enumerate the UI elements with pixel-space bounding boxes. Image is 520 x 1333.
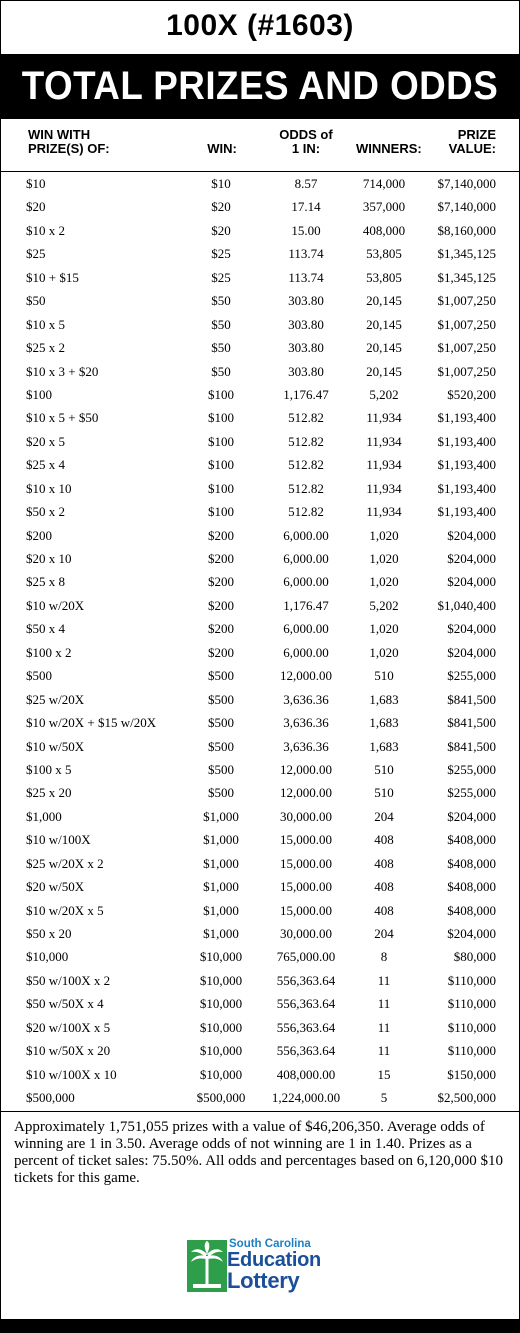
prize-value-cell: $204,000 (447, 621, 496, 637)
section-banner (0, 54, 520, 119)
table-row (0, 617, 520, 640)
table-row (0, 570, 520, 593)
win-cell: $10,000 (199, 949, 243, 965)
table-row (0, 828, 520, 851)
winners-cell: 408 (374, 879, 394, 895)
win-cell: $20 (211, 222, 231, 238)
table-row (0, 195, 520, 218)
prize-value-cell: $1,193,400 (437, 410, 496, 426)
odds-cell: 1,176.47 (283, 386, 329, 402)
win-cell: $1,000 (203, 855, 239, 871)
prize-combo-cell: $500 (26, 668, 52, 684)
prize-value-cell: $841,500 (447, 738, 496, 754)
prize-value-cell: $2,500,000 (437, 1090, 496, 1106)
odds-cell: 6,000.00 (283, 644, 329, 660)
prize-combo-cell: $20 (26, 199, 46, 215)
odds-cell: 6,000.00 (283, 621, 329, 637)
win-cell: $200 (208, 644, 234, 660)
logo-line-education: Education (227, 1249, 321, 1271)
prize-value-cell: $255,000 (447, 668, 496, 684)
odds-cell: 765,000.00 (276, 949, 336, 965)
prize-combo-cell: $25 (26, 246, 46, 262)
bottom-bar (0, 1319, 520, 1333)
winners-cell: 20,145 (366, 316, 402, 332)
winners-cell: 357,000 (362, 199, 406, 215)
banner-text: TOTAL PRIZES AND ODDS (21, 64, 499, 108)
win-cell: $500 (208, 668, 234, 684)
prize-combo-cell: $10 w/20X + $15 w/20X (26, 715, 157, 731)
table-row (0, 1016, 520, 1039)
table-row (0, 875, 520, 898)
header-win: WIN: (207, 141, 237, 156)
odds-cell: 556,363.64 (276, 1043, 336, 1059)
winners-cell: 20,145 (366, 293, 402, 309)
winners-cell: 1,020 (369, 644, 399, 660)
prize-value-cell: $255,000 (447, 785, 496, 801)
table-row (0, 1039, 520, 1062)
prize-combo-cell: $10 + $15 (26, 269, 79, 285)
winners-cell: 1,020 (369, 574, 399, 590)
table-row (0, 313, 520, 336)
odds-cell: 408,000.00 (276, 1066, 336, 1082)
prize-value-cell: $841,500 (447, 715, 496, 731)
win-cell: $1,000 (203, 808, 239, 824)
table-row (0, 336, 520, 359)
prize-combo-cell: $200 (26, 527, 52, 543)
table-row (0, 500, 520, 523)
prize-value-cell: $80,000 (453, 949, 496, 965)
prize-value-cell: $1,193,400 (437, 504, 496, 520)
prize-combo-cell: $100 (26, 386, 52, 402)
odds-cell: 15,000.00 (280, 902, 332, 918)
prize-value-cell: $1,345,125 (437, 269, 496, 285)
win-cell: $10,000 (199, 1043, 243, 1059)
table-row (0, 641, 520, 664)
winners-cell: 408 (374, 902, 394, 918)
win-cell: $100 (208, 410, 234, 426)
table-row (0, 735, 520, 758)
header-prize-line1: WIN WITH (28, 127, 91, 142)
odds-cell: 6,000.00 (283, 527, 329, 543)
column-header-odds (278, 128, 334, 168)
prize-value-cell: $204,000 (447, 551, 496, 566)
winners-cell: 5,202 (369, 386, 399, 402)
prize-combo-cell: $25 x 8 (26, 574, 65, 590)
prize-value-cell: $408,000 (447, 879, 496, 895)
table-row (0, 992, 520, 1015)
prize-combo-cell: $20 w/100X x 5 (26, 1019, 111, 1035)
win-cell: $50 (211, 293, 231, 309)
winners-cell: 20,145 (366, 363, 402, 379)
logo-line-south-carolina: South Carolina (229, 1238, 311, 1250)
table-row (0, 1063, 520, 1086)
winners-cell: 510 (374, 785, 394, 801)
win-cell: $500,000 (196, 1090, 246, 1106)
winners-cell: 53,805 (366, 246, 402, 262)
winners-cell: 11 (377, 972, 391, 988)
prize-value-cell: $204,000 (447, 644, 496, 660)
odds-cell: 15,000.00 (280, 832, 332, 848)
prize-combo-cell: $25 x 2 (26, 340, 65, 356)
prize-combo-cell: $50 w/50X x 4 (26, 996, 104, 1012)
win-cell: $500 (208, 761, 234, 777)
table-row (0, 406, 520, 429)
prize-combo-cell: $50 (26, 293, 46, 309)
prize-value-cell: $408,000 (447, 832, 496, 848)
win-cell: $100 (208, 386, 234, 402)
odds-cell: 303.80 (288, 293, 324, 309)
win-cell: $500 (208, 691, 234, 707)
odds-cell: 512.82 (288, 433, 324, 449)
palmetto-tree-icon (187, 1240, 227, 1292)
footer-divider (0, 1111, 520, 1112)
odds-cell: 512.82 (288, 504, 324, 520)
prize-combo-cell: $50 x 4 (26, 621, 65, 637)
prize-value-cell: $204,000 (447, 926, 496, 941)
prize-value-cell: $841,500 (447, 691, 496, 707)
winners-cell: 1,683 (369, 691, 399, 707)
odds-cell: 556,363.64 (276, 972, 336, 988)
win-cell: $50 (211, 316, 231, 332)
odds-footnote: Approximately 1,751,055 prizes with a value of $46,206,350. Average odds of winning are 1 in 3.50. Average odds of not winning are 1 in 1.40. Prizes as a percent of ticket sales: 75.50%. All odds and percentages based on 6,120,000 $10 tickets for this game. (14, 1119, 504, 1186)
prize-combo-cell: $25 w/20X x 2 (26, 855, 104, 871)
table-row (0, 688, 520, 711)
sc-education-lottery-logo (187, 1236, 339, 1296)
win-cell: $10,000 (199, 1066, 243, 1082)
prize-combo-cell: $10 x 5 (26, 316, 65, 332)
odds-cell: 303.80 (288, 340, 324, 356)
table-row (0, 524, 520, 547)
winners-cell: 11 (377, 1019, 391, 1035)
table-row (0, 242, 520, 265)
odds-cell: 30,000.00 (280, 926, 332, 941)
prize-combo-cell: $10 x 3 + $20 (26, 363, 99, 379)
odds-cell: 113.74 (288, 269, 324, 285)
header-value-line2: VALUE: (448, 141, 496, 156)
table-row (0, 758, 520, 781)
winners-cell: 408,000 (362, 222, 406, 238)
header-odds-line2: 1 IN: (291, 141, 321, 156)
prize-combo-cell: $10 w/100X (26, 832, 91, 848)
table-row (0, 969, 520, 992)
winners-cell: 53,805 (366, 269, 402, 285)
prize-value-cell: $1,193,400 (437, 480, 496, 496)
table-row (0, 172, 520, 195)
winners-cell: 11,934 (366, 480, 402, 496)
win-cell: $100 (208, 457, 234, 473)
winners-cell: 11,934 (366, 433, 402, 449)
prize-combo-cell: $10 w/50X x 20 (26, 1043, 111, 1059)
win-cell: $100 (208, 480, 234, 496)
win-cell: $100 (208, 504, 234, 520)
win-cell: $500 (208, 738, 234, 754)
win-cell: $1,000 (203, 926, 239, 941)
table-row (0, 360, 520, 383)
odds-cell: 12,000.00 (280, 761, 332, 777)
winners-cell: 510 (374, 668, 394, 684)
winners-cell: 204 (374, 926, 394, 941)
odds-cell: 8.57 (294, 176, 318, 191)
winners-cell: 15 (377, 1066, 391, 1082)
odds-cell: 3,636.36 (283, 715, 329, 731)
column-header-value (436, 128, 496, 168)
header-odds-line1: ODDS of (279, 127, 333, 142)
prize-value-cell: $1,040,400 (437, 597, 496, 613)
header-value-line1: PRIZE (457, 127, 496, 142)
prize-combo-cell: $10 w/50X (26, 738, 85, 754)
winners-cell: 408 (374, 832, 394, 848)
win-cell: $10 (211, 176, 231, 191)
prize-combo-cell: $10 x 10 (26, 480, 72, 496)
table-row (0, 383, 520, 406)
table-row (0, 664, 520, 687)
win-cell: $50 (211, 363, 231, 379)
odds-cell: 512.82 (288, 480, 324, 496)
prize-value-cell: $1,345,125 (437, 246, 496, 262)
odds-cell: 303.80 (288, 316, 324, 332)
win-cell: $25 (211, 269, 231, 285)
win-cell: $1,000 (203, 902, 239, 918)
table-row (0, 922, 520, 945)
winners-cell: 714,000 (362, 176, 406, 191)
win-cell: $25 (211, 246, 231, 262)
table-row (0, 1086, 520, 1109)
win-cell: $10,000 (199, 1019, 243, 1035)
table-row (0, 945, 520, 968)
prize-value-cell: $8,160,000 (437, 222, 496, 238)
win-cell: $200 (208, 621, 234, 637)
prize-value-cell: $520,200 (447, 386, 496, 402)
prize-combo-cell: $50 x 20 (26, 926, 72, 941)
win-cell: $1,000 (203, 832, 239, 848)
odds-cell: 3,636.36 (283, 738, 329, 754)
prize-combo-cell: $10 w/20X (26, 597, 85, 613)
prize-value-cell: $204,000 (447, 808, 496, 824)
prize-combo-cell: $10 x 5 + $50 (26, 410, 99, 426)
odds-cell: 556,363.64 (276, 996, 336, 1012)
prize-combo-cell: $1,000 (26, 808, 62, 824)
prize-value-cell: $1,193,400 (437, 457, 496, 473)
win-cell: $200 (208, 551, 234, 566)
prize-value-cell: $1,007,250 (437, 363, 496, 379)
odds-cell: 12,000.00 (280, 668, 332, 684)
prize-combo-cell: $100 x 5 (26, 761, 72, 777)
winners-cell: 1,020 (369, 551, 399, 566)
winners-cell: 11 (377, 996, 391, 1012)
odds-cell: 15.00 (291, 222, 321, 238)
prize-value-cell: $110,000 (447, 996, 496, 1012)
table-row (0, 453, 520, 476)
table-row (0, 852, 520, 875)
win-cell: $1,000 (203, 879, 239, 895)
winners-cell: 11,934 (366, 457, 402, 473)
winners-cell: 11,934 (366, 504, 402, 520)
winners-cell: 1,683 (369, 715, 399, 731)
prize-combo-cell: $500,000 (26, 1090, 75, 1106)
prize-value-cell: $204,000 (447, 574, 496, 590)
header-prize-line2: PRIZE(S) OF: (28, 141, 110, 156)
winners-cell: 1,020 (369, 621, 399, 637)
odds-cell: 1,176.47 (283, 597, 329, 613)
odds-cell: 1,224,000.00 (271, 1090, 341, 1106)
prize-value-cell: $204,000 (447, 527, 496, 543)
prize-combo-cell: $25 w/20X (26, 691, 85, 707)
winners-cell: 204 (374, 808, 394, 824)
prize-combo-cell: $20 w/50X (26, 879, 85, 895)
prize-value-cell: $1,007,250 (437, 316, 496, 332)
prize-value-cell: $7,140,000 (437, 176, 496, 191)
win-cell: $50 (211, 340, 231, 356)
table-row (0, 430, 520, 453)
prize-value-cell: $150,000 (447, 1066, 496, 1082)
odds-cell: 12,000.00 (280, 785, 332, 801)
prize-value-cell: $110,000 (447, 972, 496, 988)
winners-cell: 11,934 (366, 410, 402, 426)
prize-value-cell: $1,007,250 (437, 340, 496, 356)
prize-value-cell: $1,007,250 (437, 293, 496, 309)
logo-line-lottery: Lottery (227, 1268, 300, 1293)
odds-cell: 556,363.64 (276, 1019, 336, 1035)
prize-combo-cell: $25 x 4 (26, 457, 65, 473)
table-row (0, 219, 520, 242)
table-row (0, 899, 520, 922)
winners-cell: 5,202 (369, 597, 399, 613)
odds-cell: 113.74 (288, 246, 324, 262)
prize-value-cell: $110,000 (447, 1043, 496, 1059)
odds-cell: 512.82 (288, 410, 324, 426)
table-row (0, 711, 520, 734)
table-row (0, 781, 520, 804)
winners-cell: 1,683 (369, 738, 399, 754)
prize-combo-cell: $100 x 2 (26, 644, 72, 660)
prize-value-cell: $1,193,400 (437, 433, 496, 449)
win-cell: $10,000 (199, 972, 243, 988)
column-header-prizes (28, 128, 110, 168)
header-winners: WINNERS: (356, 141, 422, 156)
win-cell: $100 (208, 433, 234, 449)
table-row (0, 594, 520, 617)
winners-cell: 11 (377, 1043, 391, 1059)
table-row (0, 547, 520, 570)
odds-cell: 303.80 (288, 363, 324, 379)
prize-value-cell: $408,000 (447, 855, 496, 871)
prize-combo-cell: $10 x 2 (26, 222, 65, 238)
prize-combo-cell: $50 w/100X x 2 (26, 972, 111, 988)
winners-cell: 5 (380, 1090, 388, 1106)
prize-combo-cell: $20 x 5 (26, 433, 65, 449)
winners-cell: 20,145 (366, 340, 402, 356)
prize-combo-cell: $10 w/20X x 5 (26, 902, 104, 918)
table-row (0, 266, 520, 289)
odds-cell: 3,636.36 (283, 691, 329, 707)
table-row (0, 805, 520, 828)
win-cell: $200 (208, 597, 234, 613)
win-cell: $500 (208, 715, 234, 731)
odds-cell: 6,000.00 (283, 574, 329, 590)
prize-combo-cell: $10 (26, 176, 46, 191)
win-cell: $20 (211, 199, 231, 215)
win-cell: $10,000 (199, 996, 243, 1012)
winners-cell: 408 (374, 855, 394, 871)
odds-cell: 512.82 (288, 457, 324, 473)
winners-cell: 8 (380, 949, 388, 965)
prize-value-cell: $408,000 (447, 902, 496, 918)
win-cell: $500 (208, 785, 234, 801)
winners-cell: 1,020 (369, 527, 399, 543)
prize-value-cell: $255,000 (447, 761, 496, 777)
odds-cell: 17.14 (291, 199, 321, 215)
prize-table (0, 172, 520, 1110)
game-title: 100X (#1603) (166, 9, 354, 42)
prize-combo-cell: $10,000 (26, 949, 69, 965)
prize-value-cell: $7,140,000 (437, 199, 496, 215)
prize-combo-cell: $50 x 2 (26, 504, 65, 520)
prize-combo-cell: $10 w/100X x 10 (26, 1066, 117, 1082)
prize-combo-cell: $25 x 20 (26, 785, 72, 801)
win-cell: $200 (208, 527, 234, 543)
table-row (0, 289, 520, 312)
odds-cell: 6,000.00 (283, 551, 329, 566)
prize-combo-cell: $20 x 10 (26, 551, 72, 566)
table-row (0, 477, 520, 500)
odds-cell: 30,000.00 (280, 808, 332, 824)
prize-value-cell: $110,000 (447, 1019, 496, 1035)
odds-cell: 15,000.00 (280, 855, 332, 871)
win-cell: $200 (208, 574, 234, 590)
winners-cell: 510 (374, 761, 394, 777)
odds-cell: 15,000.00 (280, 879, 332, 895)
